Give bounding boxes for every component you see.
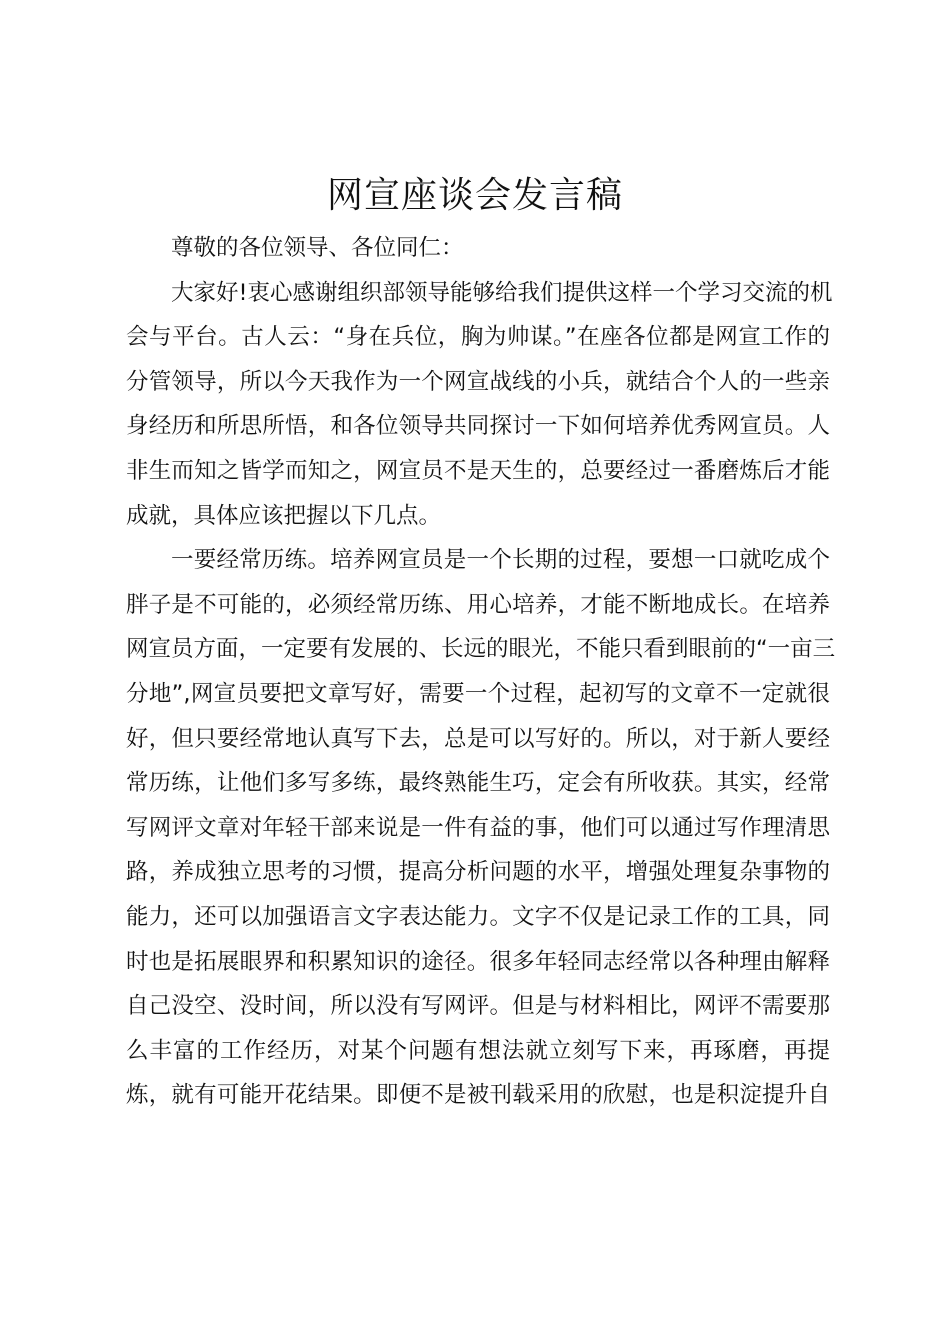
page-title: 网宣座谈会发言稿 xyxy=(326,175,623,216)
text-line: 时也是拓展眼界和积累知识的途径。很多年轻同志经常以各种理由解释 xyxy=(126,948,830,975)
text-line: 常历练，让他们多写多练，最终熟能生巧，定会有所收获。其实，经常 xyxy=(126,770,830,797)
text-line: 能力，还可以加强语言文字表达能力。文字不仅是记录工作的工具，同 xyxy=(126,903,830,930)
text-line: 分地”,网宣员要把文章写好，需要一个过程，起初写的文章不一定就很 xyxy=(126,680,830,707)
text-line: 成就，具体应该把握以下几点。 xyxy=(126,502,442,529)
text-line: 分管领导，所以今天我作为一个网宣战线的小兵，就结合个人的一些亲 xyxy=(126,368,830,395)
text-line: 大家好!衷心感谢组织部领导能够给我们提供这样一个学习交流的机 xyxy=(171,279,833,306)
text-line: 么丰富的工作经历，对某个问题有想法就立刻写下来，再琢磨，再提 xyxy=(126,1037,830,1064)
text-line: 尊敬的各位领导、各位同仁： xyxy=(171,235,464,261)
text-line: 非生而知之皆学而知之，网宣员不是天生的，总要经过一番磨炼后才能 xyxy=(126,457,830,484)
text-line: 好，但只要经常地认真写下去，总是可以写好的。所以，对于新人要经 xyxy=(126,725,830,752)
text-line: 自己没空、没时间，所以没有写网评。但是与材料相比，网评不需要那 xyxy=(126,993,830,1020)
text-line: 网宣员方面，一定要有发展的、长远的眼光，不能只看到眼前的“一亩三 xyxy=(126,636,836,663)
text-line: 会与平台。古人云：“身在兵位，胸为帅谋。”在座各位都是网宣工作的 xyxy=(126,324,830,351)
document-body xyxy=(126,226,836,1118)
text-line: 炼，就有可能开花结果。即便不是被刊载采用的欣慰，也是积淀提升自 xyxy=(126,1082,830,1109)
text-line: 胖子是不可能的，必须经常历练、用心培养，才能不断地成长。在培养 xyxy=(126,591,830,618)
text-line: 身经历和所思所悟，和各位领导共同探讨一下如何培养优秀网宣员。人 xyxy=(126,413,830,440)
text-line: 一要经常历练。培养网宣员是一个长期的过程，要想一口就吃成个 xyxy=(171,547,830,574)
text-line: 写网评文章对年轻干部来说是一件有益的事，他们可以通过写作理清思 xyxy=(126,814,830,841)
text-line: 路，养成独立思考的习惯，提高分析问题的水平，增强处理复杂事物的 xyxy=(126,859,830,886)
